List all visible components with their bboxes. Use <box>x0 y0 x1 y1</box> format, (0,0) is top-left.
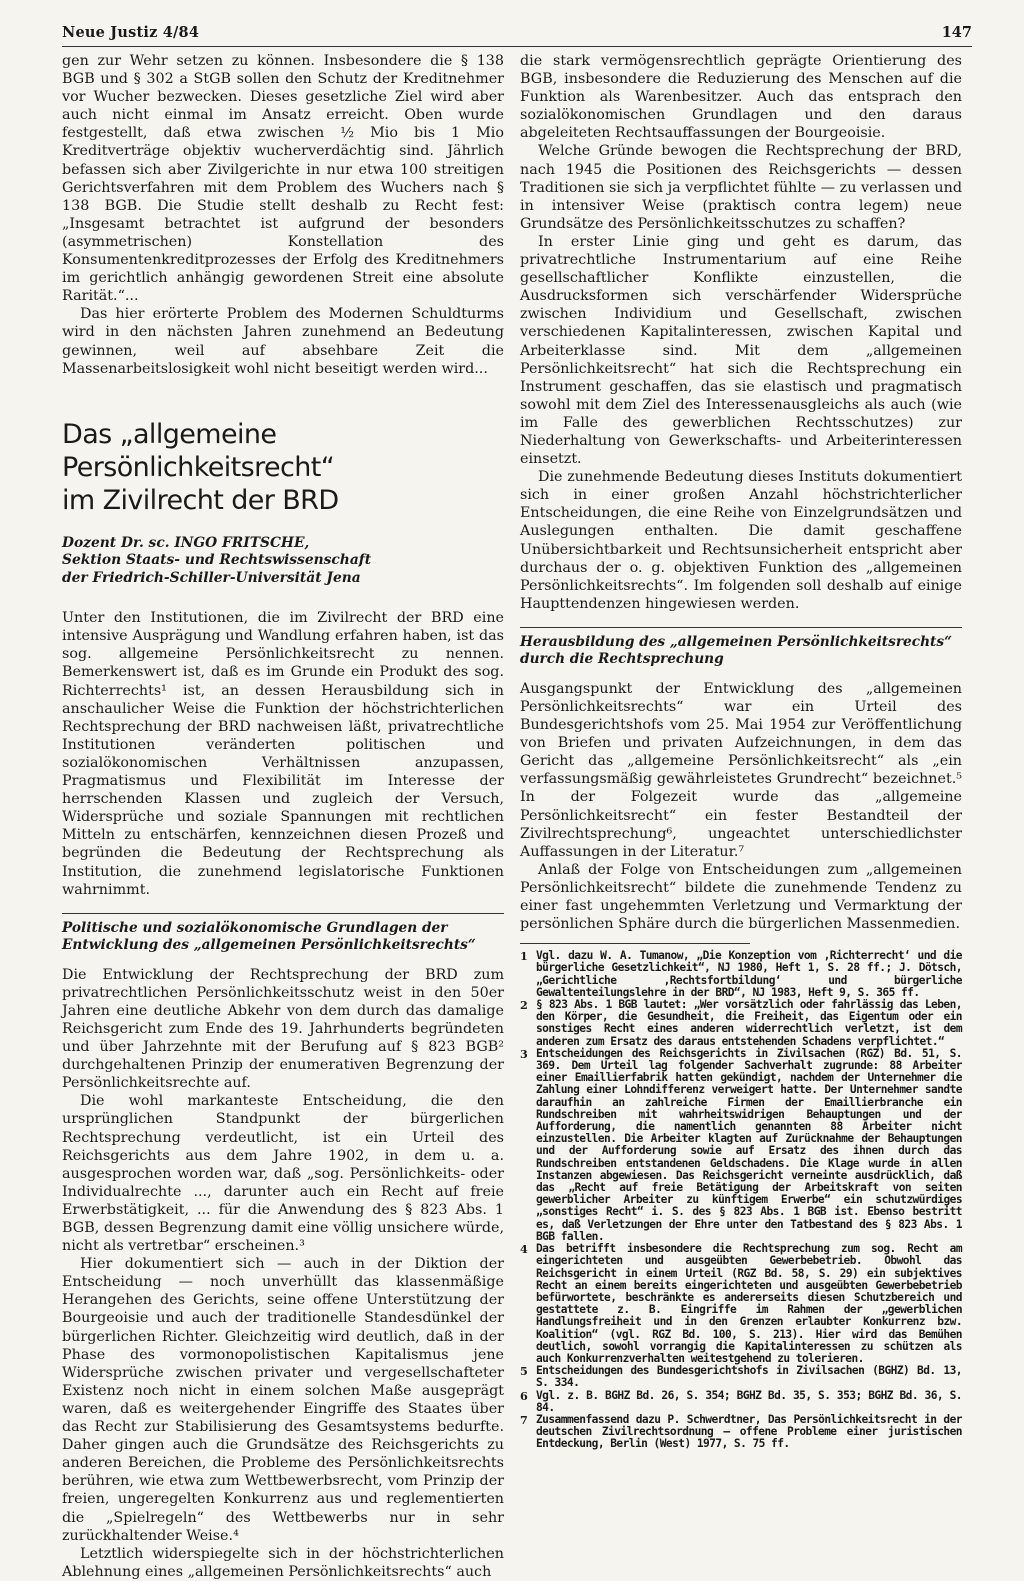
footnote-number: 6 <box>520 1388 528 1403</box>
body-paragraph: Welche Gründe bewogen die Rechtsprechung der BRD, nach 1945 die Positionen des Reichsgerichts — dessen Traditionen sie sich ja verpflichtet fühlte — zu verlassen und in intensiver Weise (praktisch contra legem) neue Grundsätze des Persönlichkeitsschutzes zu schaffen? <box>520 143 962 232</box>
footnote-text: Zusammenfassend dazu P. Schwerdtner, Das Persönlichkeitsrecht in der deutschen Zivilrechtsordnung — offene Probleme einer juristischen Entdeckung, Berlin (West) 1977, S. 75 ff. <box>536 1412 962 1451</box>
author-byline <box>62 535 504 588</box>
lead-paragraph: Unter den Institutionen, die im Zivilrecht der BRD eine intensive Ausprägung und Wandlung erfahren haben, ist das sog. allgemeine Persönlichkeitsrecht zu nennen. Bemerkenswert ist, daß es im Grunde ein Produkt des sog. Richterrechts¹ ist, an dessen Herausbildung sich in anschaulicher Weise die Funktion der höchstrichterlichen Rechtsprechung der BRD nachweisen läßt, privatrechtliche Institutionen veränderten politischen und sozialökonomischen Verhältnissen anzupassen, Pragmatismus und Flexibilität im Interesse der herrschenden Klassen und zugleich der Versuch, Widersprüche und soziale Spannungen mit rechtlichen Mitteln zu entschärfen, kennzeichnen diesen Prozeß und begründen die Bedeutung der Rechtsprechung als Institution, die zunehmend legislatorische Funktionen wahrnimmt. <box>62 610 504 898</box>
byline-line: Sektion Staats- und Rechtswissenschaft <box>62 552 372 569</box>
section-heading: Politische und sozialökonomische Grundlagen der Entwicklung des „allgemeinen Persönlichkeitsrechts“ <box>62 913 504 954</box>
footnote-number: 3 <box>520 1046 528 1061</box>
body-paragraph: Die zunehmende Bedeutung dieses Instituts dokumentiert sich in einer großen Anzahl höchstrichterlicher Entscheidungen, die eine Reihe von Einzelgrundsätzen und Auslegungen enthalten. Die damit geschaffene Unübersichtbarkeit und Rechtsunsicherheit entspricht aber durchaus der o. g. objektiven Funktion des „allgemeinen Persönlichkeitsrechts“. Im folgenden soll deshalb auf einige Haupttendenzen hingewiesen werden. <box>520 469 962 612</box>
article-title-line: Das „allgemeine Persönlichkeitsrecht“ <box>62 418 335 483</box>
body-paragraph: gen zur Wehr setzen zu können. Insbesondere die § 138 BGB und § 302 a StGB sollen den Schutz der Kreditnehmer vor Wucher bezwecken. Dieses gesetzliche Ziel wird aber auch nicht einmal im Ansatz erreicht. Oben wurde festgestellt, daß etwa zwischen ½ Mio bis 1 Mio Kreditverträge objektiv wucherverdächtig sind. Jährlich befassen sich aber Zivilgerichte in nur etwa 100 streitigen Gerichtsverfahren mit dem Problem des Wuchers nach § 138 BGB. Die Studie stellt deshalb zu Recht fest: „Insgesamt betrachtet ist aufgrund der besonders (asymmetrischen) Konstellation des Konsumentenkreditprozesses der Erfolg des Kreditnehmers im gerichtlich anhängig gewordenen Streit eine absolute Rarität.“... <box>62 53 504 305</box>
footnote <box>520 950 962 999</box>
footnote <box>520 1414 962 1451</box>
body-paragraph: Hier dokumentiert sich — auch in der Diktion der Entscheidung — noch unverhüllt das klassenmäßige Herangehen des Gerichts, seine offene Unterstützung der Bourgeoisie und auch der traditionelle Standesdünkel der bürgerlichen Richter. Gleichzeitig wird deutlich, daß in der Phase des vormonopolistischen Kapitalismus jene Widersprüche zwischen privater und vergesellschafteter Existenz noch nicht in einem solchen Maße ausgeprägt waren, daß es weitergehender Eingriffe des Staates über das Recht zur Stabilisierung des Gesamtsystems bedurfte. Daher gingen auch die Grundsätze des Reichsgerichts zu anderen Bereichen, die Probleme des Persönlichkeitsrechts berühren, wie etwa zum Wettbewerbsrecht, vom Prinzip der freien, ungeregelten Konkurrenz aus und reglementierten die „Spielregeln“ des Wettbewerbs nur in sehr zurückhaltender Weise.⁴ <box>62 1256 504 1544</box>
body-paragraph: In erster Linie ging und geht es darum, das privatrechtliche Instrumentarium auf eine Reihe gesellschaftlicher Konflikte einzustellen, die Ausdrucksformen sich verschärfender Widersprüche zwischen Individium und Gesellschaft, zwischen verschiedenen Kapitalinteressen, zwischen Kapital und Arbeiterklasse sind. Mit dem „allgemeinen Persönlichkeitsrecht“ hat sich die Rechtsprechung ein Instrument geschaffen, das sie elastisch und pragmatisch sowohl mit dem Ziel des Interessenausgleichs als auch (wie im Falle des gewerblichen Rechtsschutzes) zur Niederhaltung von Gewerkschafts- und Arbeiterinteressen einsetzt. <box>520 233 962 468</box>
footnote <box>520 1243 962 1365</box>
section-heading: Herausbildung des „allgemeinen Persönlichkeitsrechts“ durch die Rechtsprechung <box>520 627 962 668</box>
body-paragraph: Die wohl markanteste Entscheidung, die den ursprünglichen Standpunkt der bürgerlichen Rechtsprechung verdeutlicht, ist ein Urteil des Reichsgerichts aus dem Jahre 1902, in dem u. a. ausgesprochen worden war, daß „sog. Persönlichkeits- oder Individualrechte ..., darunter auch ein Recht auf freie Erwerbstätigkeit, ... für die Anwendung des § 823 Abs. 1 BGB, dessen Begrenzung damit eine völlig unsichere würde, nicht als vertretbar“ erscheinen.³ <box>62 1093 504 1255</box>
footnote <box>520 1390 962 1414</box>
byline-line: Dozent Dr. sc. INGO FRITSCHE, <box>62 534 310 551</box>
footnote-text: § 823 Abs. 1 BGB lautet: „Wer vorsätzlich oder fahrlässig das Leben, den Körper, die Gesundheit, die Freiheit, das Eigentum oder ein sonstiges Recht eines anderen widerrechtlich verletzt, ist dem anderen zum Ersatz des daraus entstehenden Schadens verpflichtet.“ <box>536 998 962 1048</box>
footnote-text: Vgl. z. B. BGHZ Bd. 26, S. 354; BGHZ Bd. 35, S. 353; BGHZ Bd. 36, S. 84. <box>536 1388 962 1414</box>
body-paragraph: die stark vermögensrechtlich geprägte Orientierung des BGB, insbesondere die Reduzierung des Menschen auf die Funktion als Warenbesitzer. Auch das entsprach den sozialökonomischen Grundlagen und den daraus abgeleiteten Rechtsauffassungen der Bourgeoisie. <box>520 53 962 142</box>
footnote-number: 5 <box>520 1364 528 1379</box>
page-number: 147 <box>941 24 972 41</box>
footnote <box>520 999 962 1048</box>
footnote-text: Entscheidungen des Reichsgerichts in Zivilsachen (RGZ) Bd. 51, S. 369. Dem Urteil lag folgender Sachverhalt zugrunde: 88 Arbeiter einer Emaillierfabrik hatten gekündigt, nachdem der Unternehmer die Zahlung einer Lohndifferenz verweigert hatte. Der Unternehmer sandte daraufhin an zahlreiche Firmen der Emaillierbranche ein Rundschreiben mit wahrheitswidrigen Behauptungen und der Aufforderung, die namentlich genannten 88 Arbeiter nicht einzustellen. Die Arbeiter klagten auf Zurücknahme der Behauptungen und der Aufforderung sowie auf Ersatz des ihnen durch das Rundschreiben entstandenen Geldschadens. Die Klage wurde in allen Instanzen abgewiesen. Das Reichsgericht verneinte ausdrücklich, daß das „Recht auf freie Betätigung der Arbeitskraft von seiten gewerblicher Arbeiter zu künftigem Erwerbe“ ein schutzwürdiges „sonstiges Recht“ i. S. des § 823 Abs. 1 BGB ist. Ebenso bestritt es, daß Verletzungen der Ehre unter den Tatbestand des § 823 Abs. 1 BGB fallen. <box>536 1046 962 1243</box>
footnote-number: 2 <box>520 998 528 1013</box>
left-column <box>62 52 504 1581</box>
body-paragraph: Die Entwicklung der Rechtsprechung der BRD zum privatrechtlichen Persönlichkeitsschutz weist in den 50er Jahren eine deutliche Abkehr von dem durch das damalige Reichsgericht zum Ende des 19. Jahrhunderts begründeten und über Jahrzehnte mit der Berufung auf § 823 BGB² durchgehaltenen Prinzip der enumerativen Begrenzung der Persönlichkeitsrechte auf. <box>62 966 504 1092</box>
body-paragraph: Ausgangspunkt der Entwicklung des „allgemeinen Persönlichkeitsrechts“ war ein Urteil des Bundesgerichtshofs vom 25. Mai 1954 zur Veröffentlichung von Briefen und privaten Aufzeichnungen, in dem das Gericht das „allgemeine Persönlichkeitsrecht“ als „ein verfassungsmäßig gewährleistetes Grundrecht“ bezeichnet.⁵ In der Folgezeit wurde das „allgemeine Persönlichkeitsrecht“ ein fester Bestandteil der Zivilrechtsprechung⁶, ungeachtet unterschiedlichster Auffassungen in der Literatur.⁷ <box>520 680 962 860</box>
footnote-text: Das betrifft insbesondere die Rechtsprechung zum sog. Recht am eingerichteten und ausgeübten Gewerbebetrieb. Obwohl das Reichsgericht in einem Urteil (RGZ Bd. 58, S. 29) ein subjektives Recht an einem bereits eingerichteten und ausgeübten Gewerbebetrieb befürwortete, beschränkte es andererseits diesen Schutzbereich und gestattete z. B. Eingriffe im Rahmen der „gewerblichen Handlungsfreiheit und in den Grenzen erlaubter Konkurrenz bzw. Koalition“ (vgl. RGZ Bd. 100, S. 213). Hier wird das Bemühen deutlich, sowohl vorrangig die Kapitalinteressen zu schützen als auch Konkurrenzverhalten weitestgehend zu tolerieren. <box>536 1242 962 1365</box>
footnote <box>520 1048 962 1243</box>
body-paragraph: Letztlich widerspiegelte sich in der höchstrichterlichen Ablehnung eines „allgemeinen Persönlichkeitsrechts“ auch <box>62 1545 504 1580</box>
footnote <box>520 1365 962 1389</box>
body-paragraph: Anlaß der Folge von Entscheidungen zum „allgemeinen Persönlichkeitsrecht“ bildete die zunehmende Tendenz zu einer fast ungehemmten Verletzung und Vermarktung der persönlichen Sphäre durch die bürgerlichen Massenmedien. <box>520 861 962 933</box>
footnote-number: 4 <box>520 1242 528 1257</box>
header-rule <box>62 46 972 47</box>
body-paragraph: Das hier erörterte Problem des Modernen Schuldturms wird in den nächsten Jahren zunehmend an Bedeutung gewinnen, weil auf absehbare Zeit die Massenarbeitslosigkeit wohl nicht beseitigt werden wird... <box>62 306 504 377</box>
right-column <box>520 52 962 1451</box>
article-title-line: im Zivilrecht der BRD <box>62 484 339 516</box>
footnote-number: 7 <box>520 1412 528 1427</box>
article-title <box>62 418 504 517</box>
footnote-number: 1 <box>520 949 528 964</box>
footnote-text: Entscheidungen des Bundesgerichtshofs in Zivilsachen (BGHZ) Bd. 13, S. 334. <box>536 1364 962 1390</box>
footnote-rule <box>520 943 750 944</box>
journal-header: Neue Justiz 4/84 <box>62 24 200 41</box>
footnote-text: Vgl. dazu W. A. Tumanow, „Die Konzeption vom ‚Richterrecht‘ und die bürgerliche Gesetzlichkeit“, NJ 1980, Heft 1, S. 28 ff.; J. Dötsch, „Gerichtliche ‚Rechtsfortbildung‘ und bürgerliche Gewaltenteilungslehre in der BRD“, NJ 1983, Heft 9, S. 365 ff. <box>536 949 962 999</box>
byline-line: der Friedrich-Schiller-Universität Jena <box>62 569 361 586</box>
